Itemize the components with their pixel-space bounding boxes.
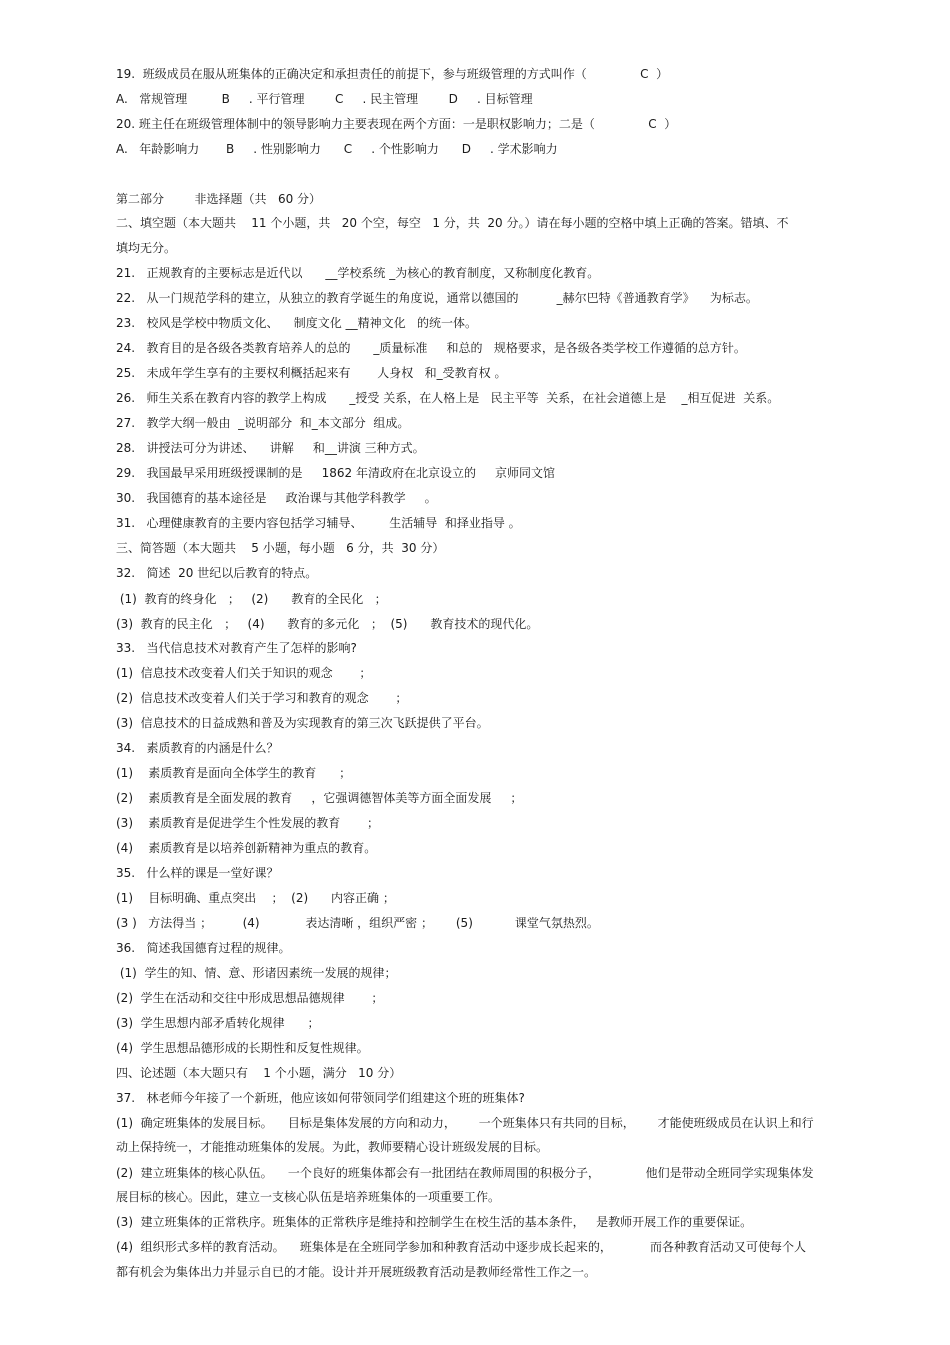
q20-line: 20. 班主任在班级管理体制中的领导影响力主要表现在两个方面：一是职权影响力；二是（ C ） (116, 117, 677, 131)
q37-answer-2-cont: 展目标的核心。因此，建立一支核心队伍是培养班集体的一项重要工作。 (116, 1190, 501, 1204)
q34-answer-2: (2) 素质教育是全面发展的教育 ，它强调德智体美等方面全面发展 ； (116, 791, 523, 805)
q34-answer-4: (4) 素质教育是以培养创新精神为重点的教育。 (116, 841, 377, 855)
q30-line: 30. 我国德育的基本途径是 政治课与其他学科教学 。 (116, 491, 437, 505)
q35-line: 35. 什么样的课是一堂好课？ (116, 866, 279, 880)
q36-answer-3: (3) 学生思想内部矛盾转化规律 ； (116, 1016, 320, 1030)
q36-line: 36. 简述我国德育过程的规律。 (116, 941, 291, 955)
q33-answer-2: (2) 信息技术改变着人们关于学习和教育的观念 ； (116, 691, 408, 705)
q32-answer-1: (1) 教育的终身化 ； (2) 教育的全民化 ； (116, 592, 387, 606)
q23-line: 23. 校风是学校中物质文化、 制度文化 __精神文化 的统一体。 (116, 316, 478, 330)
q35-answer-1: (1) 目标明确、重点突出 ； (2) 内容正确 ； (116, 891, 395, 905)
q37-answer-4: (4) 组织形式多样的教育活动。 班集体是在全班同学参加和种教育活动中逐步成长起来的， 而各种教育活动又可使每个人 (116, 1240, 807, 1254)
fill-blank-heading-cont: 填均无分。 (116, 241, 177, 255)
q28-line: 28. 讲授法可分为讲述、 讲解 和__讲演 三种方式。 (116, 441, 425, 455)
q26-line: 26. 师生关系在教育内容的教学上构成 _授受 关系，在人格上是 民主平等 关系，在社会道德上是 _相互促进 关系。 (116, 391, 780, 405)
q32-answer-2: (3) 教育的民主化 ； (4) 教育的多元化 ； (5) 教育技术的现代化。 (116, 617, 539, 631)
q20-options: A. 年龄影响力 B . 性别影响力 C . 个性影响力 D . 学术影响力 (116, 142, 558, 156)
q24-line: 24. 教育目的是各级各类教育培养人的总的 _质量标准 和总的 规格要求，是各级各类学校工作遵循的总方针。 (116, 341, 746, 355)
essay-heading: 四、论述题（本大题只有 1 个小题，满分 10 分） (116, 1066, 402, 1080)
q36-answer-1: (1) 学生的知、情、意、形诸因素统一发展的规律； (116, 966, 397, 980)
q37-answer-2: (2) 建立班集体的核心队伍。 一个良好的班集体都会有一批团结在教师周围的积极分子， 他们是带动全班同学实现集体发 (116, 1166, 814, 1180)
q37-line: 37. 林老师今年接了一个新班，他应该如何带领同学们组建这个班的班集体? (116, 1091, 525, 1105)
q33-line: 33. 当代信息技术对教育产生了怎样的影响? (116, 641, 357, 655)
q19-line: 19. 班级成员在服从班集体的正确决定和承担责任的前提下，参与班级管理的方式叫作（ C ） (116, 67, 669, 81)
q21-line: 21. 正规教育的主要标志是近代以 __学校系统 _为核心的教育制度，又称制度化教育。 (116, 266, 600, 280)
q37-answer-4-cont: 都有机会为集体出力并显示自已的才能。设计并开展班级教育活动是教师经常性工作之一。 (116, 1265, 597, 1279)
q36-answer-4: (4) 学生思想品德形成的长期性和反复性规律。 (116, 1041, 369, 1055)
q34-line: 34. 素质教育的内涵是什么？ (116, 741, 279, 755)
q33-answer-1: (1) 信息技术改变着人们关于知识的观念 ； (116, 666, 372, 680)
q25-line: 25. 未成年学生享有的主要权利概括起来有 人身权 和_受教育权 。 (116, 366, 507, 380)
q19-options: A. 常规管理 B . 平行管理 C . 民主管理 D . 目标管理 (116, 92, 533, 106)
part-two-heading: 第二部分 非选择题（共 60 分） (116, 192, 322, 206)
q31-line: 31. 心理健康教育的主要内容包括学习辅导、 生活辅导 和择业指导 。 (116, 516, 521, 530)
q22-line: 22. 从一门规范学科的建立，从独立的教育学诞生的角度说，通常以德国的 _赫尔巴特《普通教育学》 为标志。 (116, 291, 758, 305)
q37-answer-1-cont: 动上保持统一，才能推动班集体的发展。为此，教师要精心设计班级发展的目标。 (116, 1140, 549, 1154)
q27-line: 27. 教学大纲一般由 _说明部分 和_本文部分 组成。 (116, 416, 410, 430)
q29-line: 29. 我国最早采用班级授课制的是 1862 年清政府在北京设立的 京师同文馆 (116, 466, 556, 480)
q34-answer-3: (3) 素质教育是促进学生个性发展的教育 ； (116, 816, 379, 830)
q37-answer-1: (1) 确定班集体的发展目标。 目标是集体发展的方向和动力， 一个班集体只有共同的目标， 才能使班级成员在认识上和行 (116, 1116, 814, 1130)
short-answer-heading: 三、简答题（本大题共 5 小题，每小题 6 分，共 30 分） (116, 541, 445, 555)
q32-line: 32. 简述 20 世纪以后教育的特点。 (116, 566, 318, 580)
q36-answer-2: (2) 学生在活动和交往中形成思想品德规律 ； (116, 991, 384, 1005)
q33-answer-3: (3) 信息技术的日益成熟和普及为实现教育的第三次飞跃提供了平台。 (116, 716, 489, 730)
fill-blank-heading: 二、填空题（本大题共 11 个小题，共 20 个空，每空 1 分，共 20 分。）请在每小题的空格中填上正确的答案。错填、不 (116, 216, 789, 230)
q34-answer-1: (1) 素质教育是面向全体学生的教育 ； (116, 766, 352, 780)
q35-answer-2: (3 ) 方法得当 ； (4) 表达清晰 ，组织严密 ； (5) 课堂气氛热烈。 (116, 916, 599, 930)
q37-answer-3: (3) 建立班集体的正常秩序。班集体的正常秩序是维持和控制学生在校生活的基本条件， 是教师开展工作的重要保证。 (116, 1215, 753, 1229)
